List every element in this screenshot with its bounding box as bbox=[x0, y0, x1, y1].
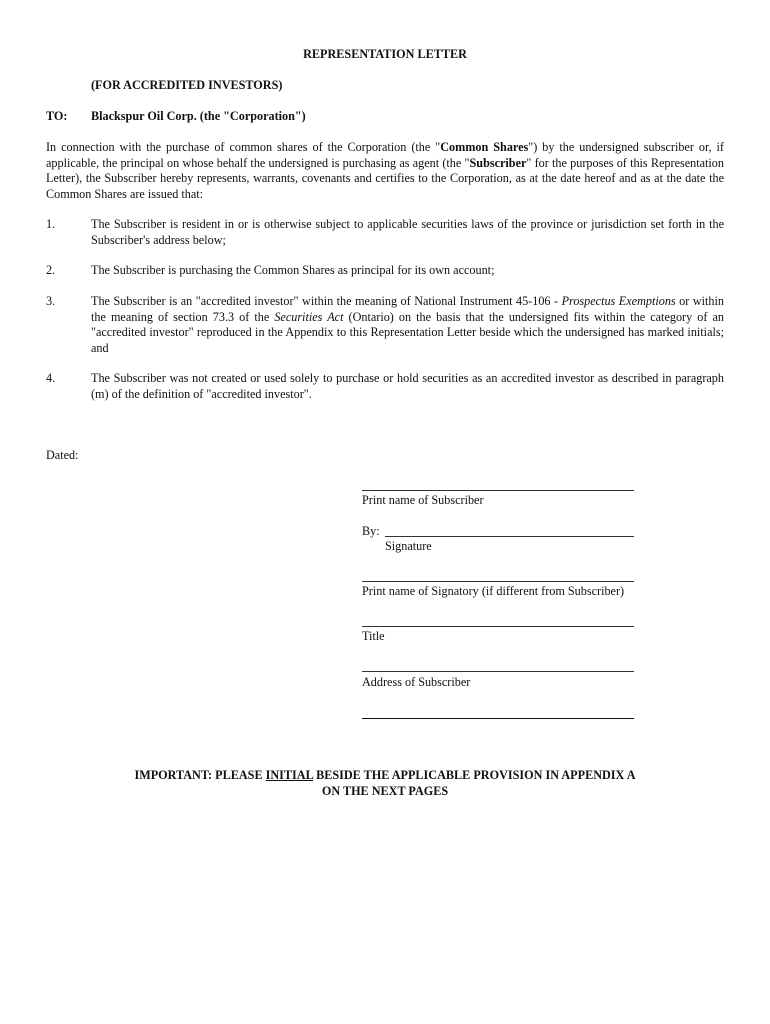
title-line[interactable] bbox=[362, 626, 634, 627]
subscriber-name-line[interactable] bbox=[362, 490, 634, 491]
signatory-name-label: Print name of Signatory (if different from Subscriber) bbox=[362, 584, 625, 598]
initial-emphasis: INITIAL bbox=[265, 768, 314, 782]
important-post: BESIDE THE APPLICABLE PROVISION IN APPENDIX A bbox=[313, 768, 636, 782]
item-number-4: 4. bbox=[46, 371, 56, 385]
intro-text-2: ") by the undersigned subscriber or, if applicable, the principal on whose behalf the undersigned is purchasing as agent (the " bbox=[46, 140, 724, 170]
signatory-name-line[interactable] bbox=[362, 581, 634, 582]
item-text-4: The Subscriber was not created or used solely to purchase or hold securities as an accredited investor as described in paragraph (m) of the definition of "accredited investor". bbox=[91, 371, 724, 401]
item-3-text-1: The Subscriber is an "accredited investor" within the meaning of National Instrument 45-106 - bbox=[91, 294, 562, 308]
important-notice bbox=[0, 768, 770, 784]
intro-text-3: " for the purposes of this Representation Letter), the Subscriber hereby represents, warrants, covenants and certifies to the Corporation, as at the date hereof and as at the date the Common Shares are issued that: bbox=[46, 155, 724, 201]
signature-line[interactable] bbox=[385, 536, 634, 537]
intro-text-1: In connection with the purchase of common shares of the Corporation (the " bbox=[46, 140, 441, 154]
subscriber-name-label: Print name of Subscriber bbox=[362, 493, 484, 507]
item-number-3: 3. bbox=[46, 294, 56, 308]
dated-label: Dated: bbox=[46, 448, 79, 462]
important-pre: IMPORTANT: PLEASE bbox=[134, 768, 266, 782]
prospectus-exemptions-title: Prospectus Exemptions bbox=[561, 294, 676, 308]
intro-paragraph bbox=[46, 140, 724, 202]
addressee: Blackspur Oil Corp. (the "Corporation") bbox=[91, 109, 306, 123]
signature-label: Signature bbox=[385, 539, 432, 553]
title-label: Title bbox=[362, 629, 385, 643]
to-label: TO: bbox=[46, 109, 68, 123]
important-notice-line-2: ON THE NEXT PAGES bbox=[321, 784, 449, 798]
item-3-text-2: or within the meaning of section 73.3 of the bbox=[91, 294, 724, 324]
address-second-line[interactable] bbox=[362, 718, 634, 719]
securities-act-title: Securities Act bbox=[274, 309, 344, 324]
item-text-1: The Subscriber is resident in or is otherwise subject to applicable securities laws of the province or jurisdiction set forth in the Subscriber's address below; bbox=[91, 217, 724, 247]
address-line[interactable] bbox=[362, 671, 634, 672]
item-text-2: The Subscriber is purchasing the Common Shares as principal for its own account; bbox=[91, 263, 495, 277]
document-subtitle: (FOR ACCREDITED INVESTORS) bbox=[91, 78, 283, 92]
item-number-1: 1. bbox=[46, 217, 56, 231]
subscriber-term: Subscriber bbox=[469, 155, 527, 170]
common-shares-term: Common Shares bbox=[440, 140, 529, 154]
address-label: Address of Subscriber bbox=[362, 675, 471, 689]
item-3-text-3: (Ontario) on the basis that the undersigned fits within the category of an "accredited investor" reproduced in the Appendix to this Representation Letter beside which the undersigned has marked initials; and bbox=[91, 309, 724, 355]
item-text-3 bbox=[91, 294, 724, 356]
by-label: By: bbox=[362, 524, 380, 538]
document-title: REPRESENTATION LETTER bbox=[303, 47, 467, 61]
item-number-2: 2. bbox=[46, 263, 56, 277]
